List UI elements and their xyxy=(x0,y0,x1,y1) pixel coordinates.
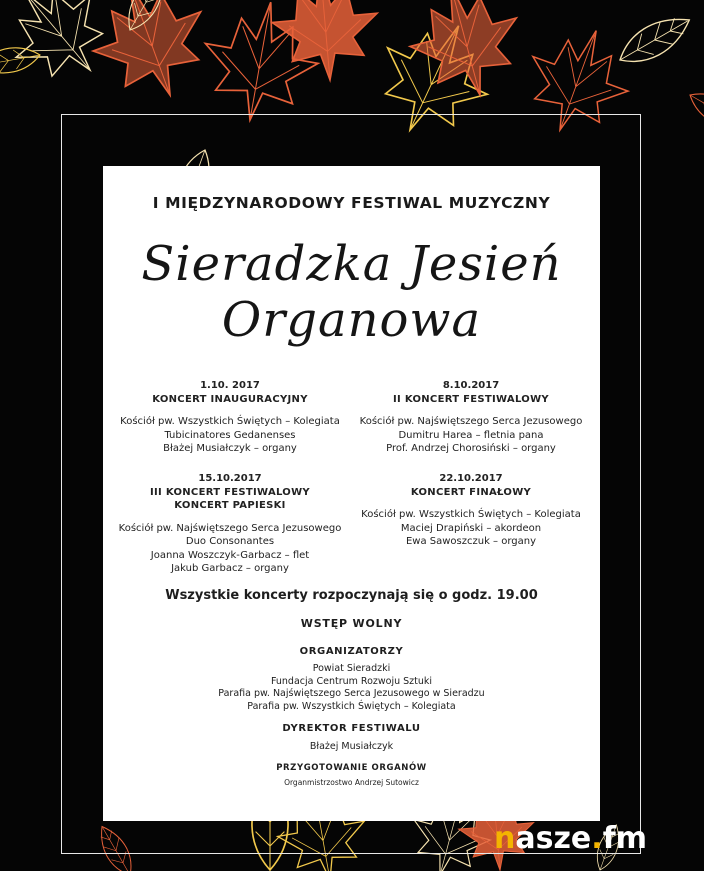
concert-subtitle: KONCERT PAPIESKI xyxy=(174,500,286,511)
concert-block xyxy=(105,472,355,576)
organizer-item: Fundacja Centrum Rozwoju Sztuki xyxy=(270,675,433,687)
concert-performer: Duo Consonantes xyxy=(185,536,275,547)
concert-performer: Ewa Sawoszczuk – organy xyxy=(405,536,537,547)
concert-block xyxy=(105,379,355,456)
preparation-name: Organmistrzostwo Andrzej Sutowicz xyxy=(284,778,419,787)
nasze-fm-logo: nasze.fm xyxy=(494,821,647,856)
concert-venue: Kościół pw. Wszystkich Świętych – Kolegiata xyxy=(120,416,340,427)
concert-performer: Tubicinatores Gedanenses xyxy=(164,429,296,441)
concert-date: 1.10. 2017 xyxy=(200,380,260,391)
concert-title: KONCERT INAUGURACYJNY xyxy=(152,393,308,405)
concert-title: III KONCERT FESTIWALOWY xyxy=(150,486,310,498)
director-name: Błażej Musiałczyk xyxy=(309,741,394,752)
festival-name-line1: Sieradzka Jesień xyxy=(141,236,562,292)
concert-performer: Błażej Musiałczyk – organy xyxy=(163,443,297,454)
poster-card xyxy=(103,166,600,821)
free-entry-note: WSTĘP WOLNY xyxy=(300,617,403,630)
festival-heading: I MIĘDZYNARODOWY FESTIWAL MUZYCZNY xyxy=(152,194,551,212)
concert-venue: Kościół pw. Najświętszego Serca Jezusowego xyxy=(359,416,583,427)
concert-block xyxy=(346,472,596,549)
preparation-heading: PRZYGOTOWANIE ORGANÓW xyxy=(276,763,427,773)
concert-title: II KONCERT FESTIWALOWY xyxy=(393,393,549,405)
concert-venue: Kościół pw. Najświętszego Serca Jezusowego xyxy=(118,522,342,534)
concert-performer: Jakub Garbacz – organy xyxy=(171,563,289,574)
concert-performer: Joanna Woszczyk-Garbacz – flet xyxy=(150,549,310,561)
concert-block xyxy=(346,379,596,456)
concert-title: KONCERT FINAŁOWY xyxy=(410,486,532,498)
organizer-item: Parafia pw. Wszystkich Świętych – Kolegiata xyxy=(247,700,456,712)
concert-performer: Prof. Andrzej Chorosiński – organy xyxy=(386,443,556,454)
concert-performer: Maciej Drapiński – akordeon xyxy=(400,522,542,534)
festival-name-line2: Organowa xyxy=(221,292,482,348)
concert-date: 15.10.2017 xyxy=(198,473,262,484)
start-time-note: Wszystkie koncerty rozpoczynają się o godz. 19.00 xyxy=(165,588,538,603)
concert-date: 8.10.2017 xyxy=(442,380,500,391)
concert-performer: Dumitru Harea – fletnia pana xyxy=(398,429,544,441)
organizers-heading: ORGANIZATORZY xyxy=(299,646,404,657)
organizer-item: Parafia pw. Najświętszego Serca Jezusowego w Sieradzu xyxy=(218,688,485,699)
organizer-item: Powiat Sieradzki xyxy=(312,663,391,674)
organizers-list xyxy=(103,663,600,713)
concert-venue: Kościół pw. Wszystkich Świętych – Kolegiata xyxy=(361,509,581,520)
concert-date: 22.10.2017 xyxy=(439,473,503,484)
director-heading: DYREKTOR FESTIWALU xyxy=(282,723,421,734)
